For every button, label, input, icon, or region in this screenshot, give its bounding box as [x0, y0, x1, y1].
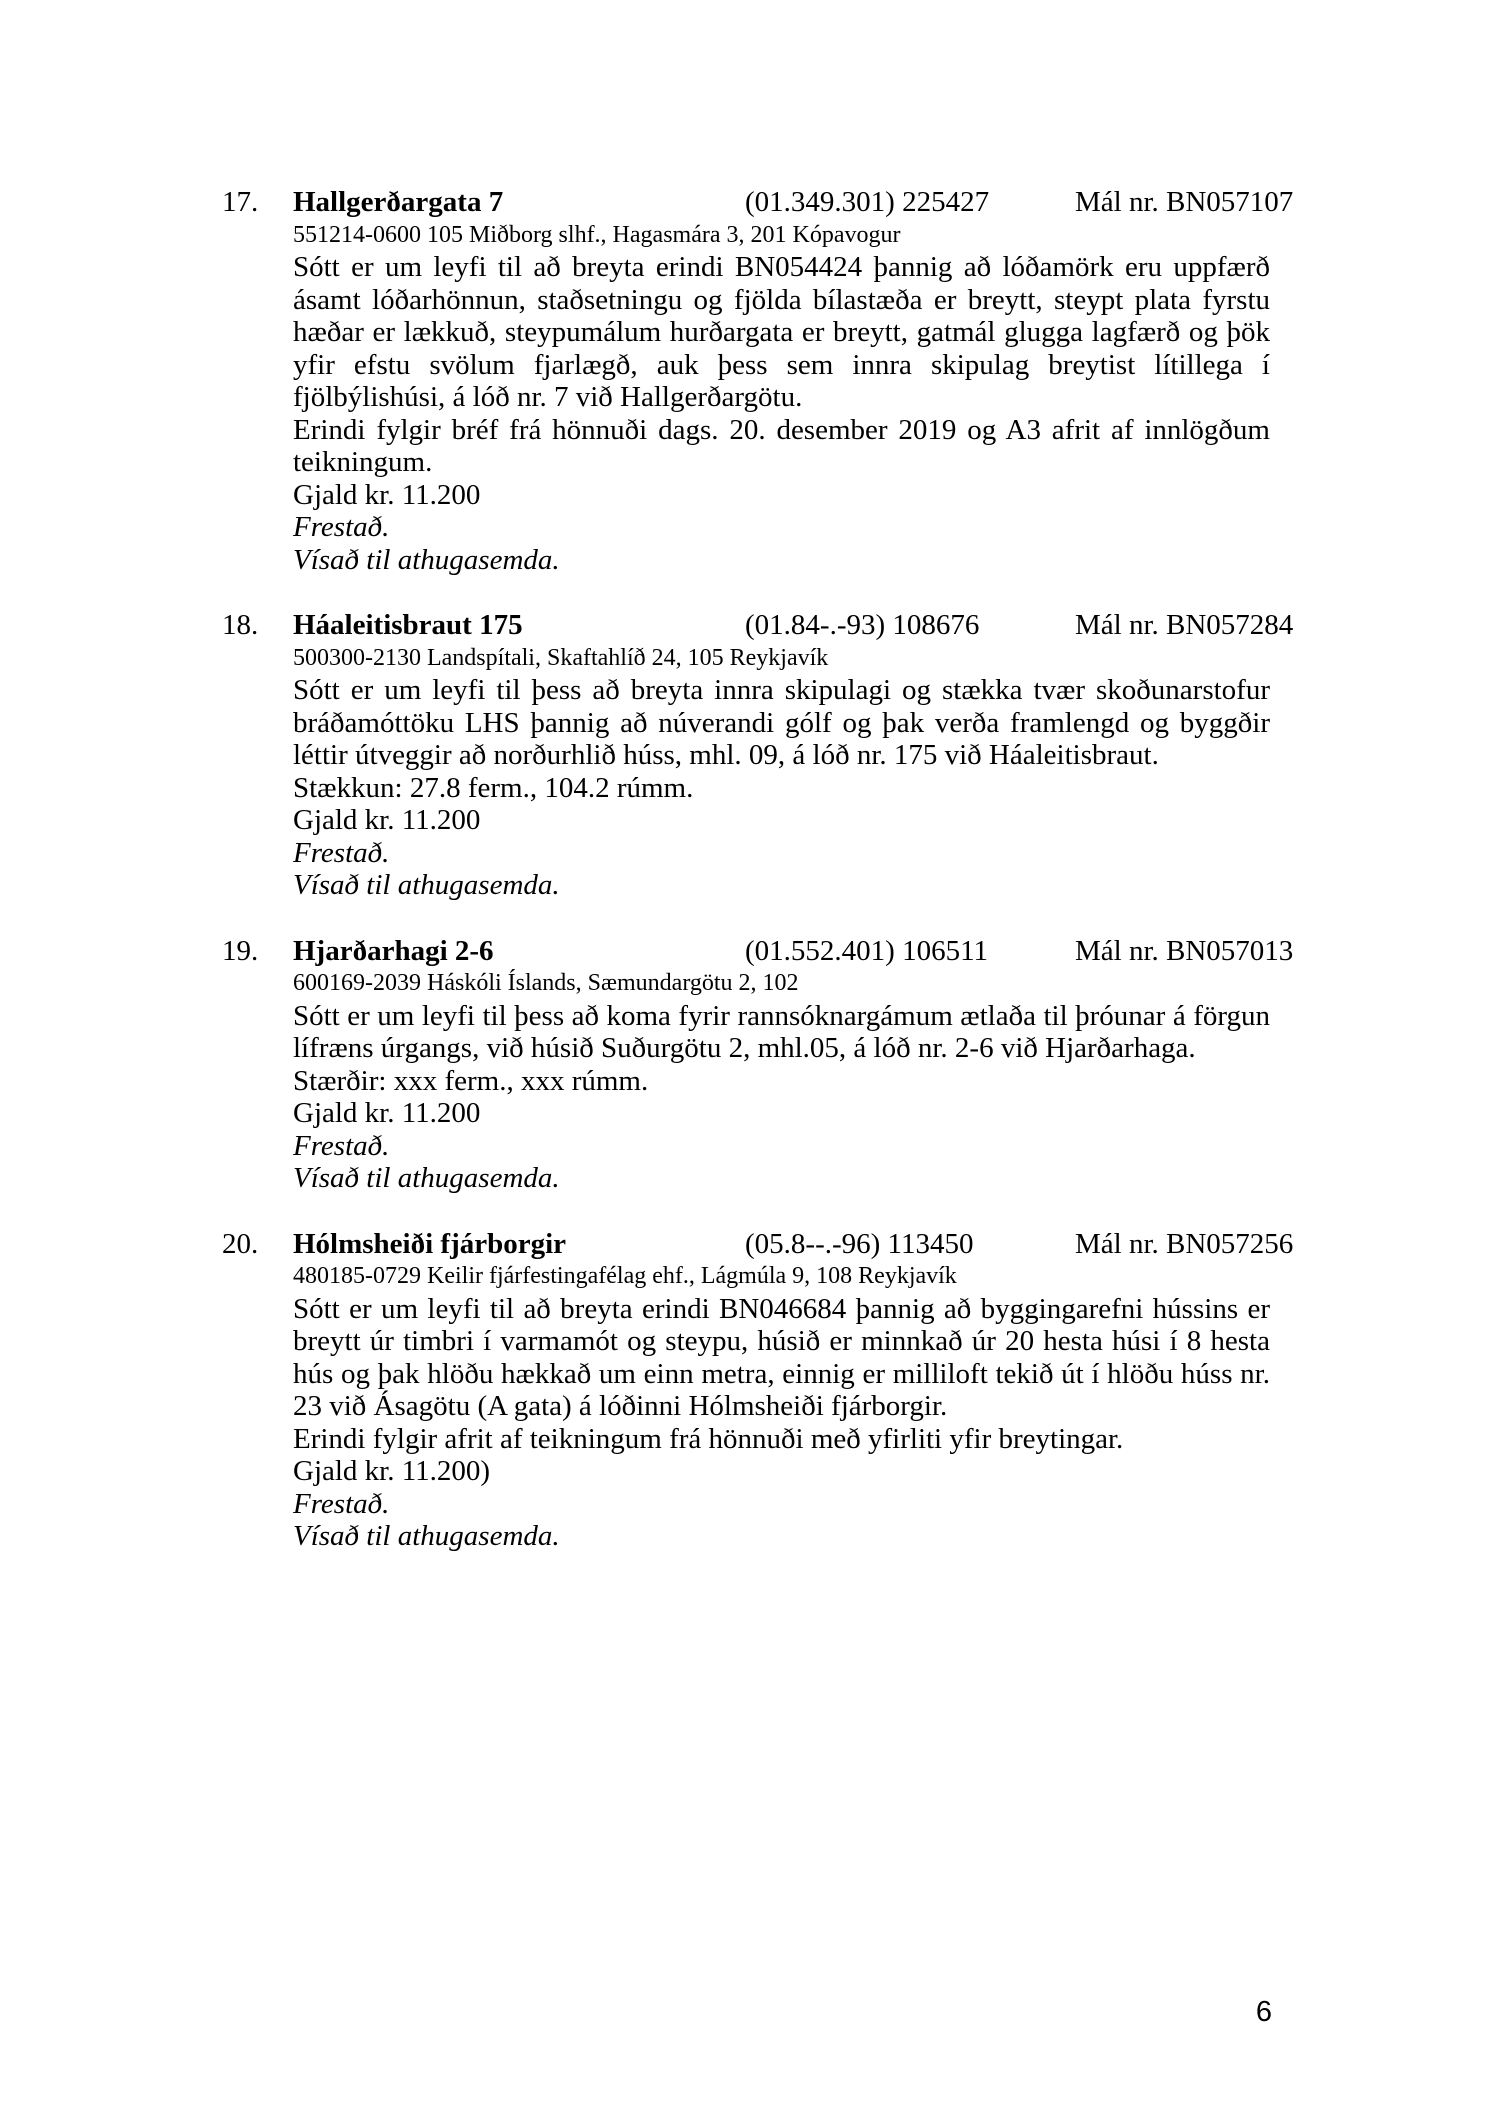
item-title: Hólmsheiði fjárborgir	[293, 1227, 567, 1260]
item-case-number: Mál nr. BN057013	[1075, 934, 1294, 967]
referral-line: Vísað til athugasemda.	[293, 1162, 560, 1194]
item-body	[293, 1260, 1270, 1553]
fee-line: Gjald kr. 11.200	[293, 804, 481, 836]
applicant-address: 480185-0729 Keilir fjárfestingafélag ehf., Lágmúla 9, 108 Reykjavík	[293, 1263, 957, 1289]
referral-line: Vísað til athugasemda.	[293, 543, 560, 576]
agenda-items-list	[222, 186, 1294, 1586]
dimensions-line: Stærðir: xxx ferm., xxx rúmm.	[293, 1064, 649, 1097]
item-number: 20.	[222, 1227, 259, 1260]
body-paragraph: Sótt er um leyfi til þess að breyta innra skipulagi og stækka tvær skoðunarstofur bráðamóttöku LHS þannig að núverandi gólf og þak verða framlengd og byggðir léttir útveggir að norðurhlið húss, mhl. 09, á lóð nr. 175 við Háaleitisbraut.	[293, 674, 1270, 771]
dimensions-line: Stækkun: 27.8 ferm., 104.2 rúmm.	[293, 771, 694, 804]
item-header	[222, 934, 1294, 968]
agenda-item-17	[222, 186, 1294, 576]
decision-line: Frestað.	[293, 1129, 390, 1162]
item-reference-number: (01.349.301) 225427	[745, 186, 990, 218]
applicant-address: 500300-2130 Landspítali, Skaftahlíð 24, 105 Reykjavík	[293, 644, 829, 671]
fee-line: Gjald kr. 11.200)	[293, 1455, 491, 1487]
item-header	[222, 1227, 1294, 1261]
applicant-address: 551214-0600 105 Miðborg slhf., Hagasmára 3, 201 Kópavogur	[293, 221, 901, 248]
referral-line: Vísað til athugasemda.	[293, 869, 560, 901]
referral-line: Vísað til athugasemda.	[293, 1520, 560, 1552]
item-number: 19.	[222, 934, 259, 967]
item-case-number: Mál nr. BN057256	[1075, 1227, 1294, 1260]
body-paragraph: Erindi fylgir bréf frá hönnuði dags. 20. desember 2019 og A3 afrit af innlögðum teikningum.	[293, 413, 1270, 478]
fee-line: Gjald kr. 11.200	[293, 1097, 481, 1129]
item-number: 17.	[222, 186, 259, 218]
item-case-number: Mál nr. BN057284	[1075, 609, 1294, 641]
item-header	[222, 609, 1294, 642]
item-number: 18.	[222, 609, 259, 641]
applicant-address: 600169-2039 Háskóli Íslands, Sæmundargötu 2, 102	[293, 970, 799, 996]
item-title: Háaleitisbraut 175	[293, 609, 523, 641]
body-paragraph: Erindi fylgir afrit af teikningum frá hönnuði með yfirliti yfir breytingar.	[293, 1422, 1124, 1455]
item-reference-number: (05.8--.-96) 113450	[745, 1227, 974, 1260]
body-paragraph: Sótt er um leyfi til að breyta erindi BN054424 þannig að lóðamörk eru uppfærð ásamt lóðarhönnun, staðsetningu og fjölda bílastæða er breytt, steypt plata fyrstu hæðar er lækkuð, steypumálum hurðargata er breytt, gatmál glugga lagfærð og þök yfir efstu svölum fjarlægð, auk þess sem innra skipulag breytist lítillega í fjölbýlishúsi, á lóð nr. 7 við Hallgerðargötu.	[293, 251, 1270, 413]
body-paragraph: Sótt er um leyfi til þess að koma fyrir rannsóknargámum ætlaða til þróunar á förgun lífræns úrgangs, við húsið Suðurgötu 2, mhl.05, á lóð nr. 2-6 við Hjarðarhaga.	[293, 999, 1270, 1064]
fee-line: Gjald kr. 11.200	[293, 478, 481, 511]
decision-line: Frestað.	[293, 1487, 390, 1520]
agenda-item-18	[222, 609, 1294, 902]
item-header	[222, 186, 1294, 219]
agenda-item-20	[222, 1227, 1294, 1553]
body-paragraph: Sótt er um leyfi til að breyta erindi BN046684 þannig að byggingarefni hússins er breytt úr timbri í varmamót og steypu, húsið er minnkað úr 20 hesta húsi í 8 hesta hús og þak hlöðu hækkað um einn metra, einnig er milliloft tekið út í hlöðu húss nr. 23 við Ásagötu (A gata) á lóðinni Hólmsheiði fjárborgir.	[293, 1292, 1270, 1422]
item-case-number: Mál nr. BN057107	[1075, 186, 1294, 218]
item-title: Hallgerðargata 7	[293, 186, 504, 218]
item-reference-number: (01.552.401) 106511	[745, 934, 988, 967]
page-number: 6	[1255, 1996, 1272, 2028]
item-body	[293, 219, 1270, 577]
agenda-item-19	[222, 934, 1294, 1195]
decision-line: Frestað.	[293, 836, 390, 869]
item-title: Hjarðarhagi 2-6	[293, 934, 494, 967]
item-body	[293, 642, 1270, 902]
item-body	[293, 967, 1270, 1195]
item-reference-number: (01.84-.-93) 108676	[745, 609, 980, 641]
decision-line: Frestað.	[293, 511, 390, 543]
